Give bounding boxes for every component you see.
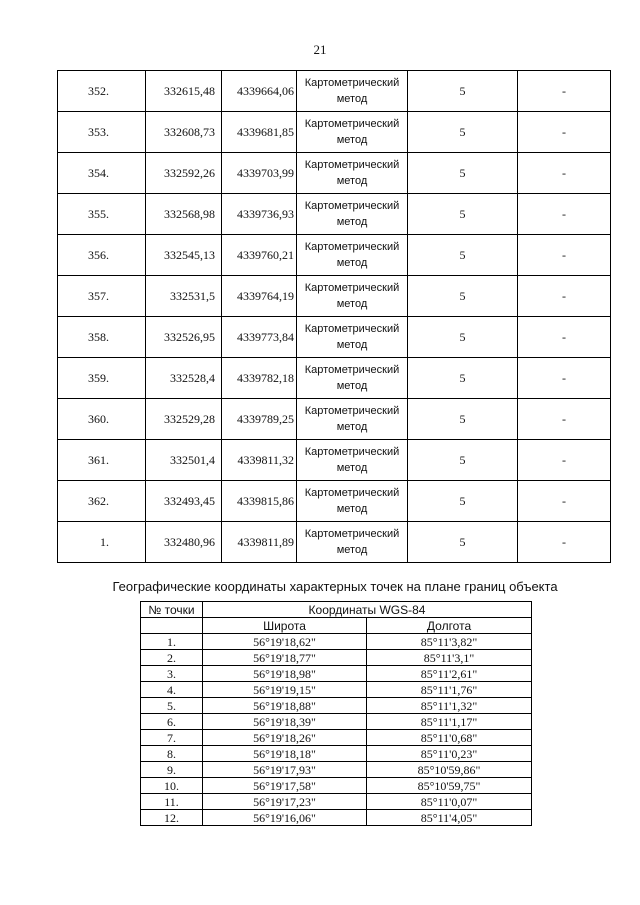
point-number: 1. — [58, 522, 146, 563]
coord-y: 4339811,89 — [222, 522, 297, 563]
point-number: 354. — [58, 153, 146, 194]
point-number: 362. — [58, 481, 146, 522]
method-line-1: Картометрический — [304, 446, 400, 458]
header-empty-cell — [141, 618, 203, 634]
note: - — [518, 276, 611, 317]
method-line-1: Картометрический — [304, 323, 400, 335]
table-row — [58, 112, 611, 153]
table-row — [58, 276, 611, 317]
method-cell — [297, 522, 408, 563]
table-row — [58, 481, 611, 522]
coord-y: 4339764,19 — [222, 276, 297, 317]
geo-point-number: 7. — [141, 730, 203, 746]
coord-y: 4339681,85 — [222, 112, 297, 153]
coord-x: 332608,73 — [146, 112, 222, 153]
geo-point-number: 11. — [141, 794, 203, 810]
longitude: 85°10'59,86" — [367, 762, 532, 778]
accuracy: 5 — [408, 317, 518, 358]
geo-point-number: 9. — [141, 762, 203, 778]
method-cell — [297, 71, 408, 112]
method-line-2: метод — [336, 544, 368, 556]
coord-y: 4339664,06 — [222, 71, 297, 112]
method-cell — [297, 194, 408, 235]
note: - — [518, 153, 611, 194]
header-latitude: Широта — [203, 618, 367, 634]
table-row — [141, 698, 532, 714]
coord-y: 4339760,21 — [222, 235, 297, 276]
accuracy: 5 — [408, 481, 518, 522]
method-cell — [297, 112, 408, 153]
coord-y: 4339773,84 — [222, 317, 297, 358]
geo-point-number: 4. — [141, 682, 203, 698]
note: - — [518, 399, 611, 440]
method-line-2: метод — [336, 175, 368, 187]
geo-subheader-row — [141, 618, 532, 634]
latitude: 56°19'17,23" — [203, 794, 367, 810]
method-line-2: метод — [336, 462, 368, 474]
table-row — [141, 810, 532, 826]
note: - — [518, 317, 611, 358]
method-line-1: Картометрический — [304, 159, 400, 171]
geo-header-row — [141, 602, 532, 618]
note: - — [518, 235, 611, 276]
method-line-1: Картометрический — [304, 364, 400, 376]
table-row — [58, 358, 611, 399]
latitude: 56°19'18,18" — [203, 746, 367, 762]
latitude: 56°19'18,98" — [203, 666, 367, 682]
longitude: 85°11'3,82" — [367, 634, 532, 650]
method-line-1: Картометрический — [304, 77, 400, 89]
table-row — [58, 317, 611, 358]
table-row — [141, 778, 532, 794]
point-number: 358. — [58, 317, 146, 358]
coord-y: 4339703,99 — [222, 153, 297, 194]
longitude: 85°11'0,07" — [367, 794, 532, 810]
geo-point-number: 10. — [141, 778, 203, 794]
coord-y: 4339782,18 — [222, 358, 297, 399]
geo-point-number: 5. — [141, 698, 203, 714]
latitude: 56°19'18,77" — [203, 650, 367, 666]
method-line-2: метод — [336, 216, 368, 228]
latitude: 56°19'16,06" — [203, 810, 367, 826]
table-row — [141, 682, 532, 698]
table-row — [58, 399, 611, 440]
coord-y: 4339736,93 — [222, 194, 297, 235]
point-number: 355. — [58, 194, 146, 235]
longitude: 85°11'1,17" — [367, 714, 532, 730]
longitude: 85°11'0,68" — [367, 730, 532, 746]
latitude: 56°19'18,39" — [203, 714, 367, 730]
method-cell — [297, 317, 408, 358]
coord-x: 332615,48 — [146, 71, 222, 112]
table-row — [58, 522, 611, 563]
method-line-1: Картометрический — [304, 118, 400, 130]
method-line-1: Картометрический — [304, 241, 400, 253]
points-table-body — [58, 71, 611, 563]
note: - — [518, 112, 611, 153]
table-row — [141, 730, 532, 746]
method-cell — [297, 235, 408, 276]
note: - — [518, 522, 611, 563]
method-line-1: Картометрический — [304, 282, 400, 294]
table-row — [141, 666, 532, 682]
longitude: 85°11'4,05" — [367, 810, 532, 826]
coord-y: 4339815,86 — [222, 481, 297, 522]
accuracy: 5 — [408, 194, 518, 235]
coord-x: 332545,13 — [146, 235, 222, 276]
header-point-number: № точки — [141, 602, 203, 618]
points-table — [57, 70, 611, 563]
geo-point-number: 12. — [141, 810, 203, 826]
method-line-1: Картометрический — [304, 528, 400, 540]
method-line-1: Картометрический — [304, 200, 400, 212]
point-number: 359. — [58, 358, 146, 399]
coord-x: 332526,95 — [146, 317, 222, 358]
note: - — [518, 358, 611, 399]
point-number: 357. — [58, 276, 146, 317]
method-line-2: метод — [336, 503, 368, 515]
method-cell — [297, 276, 408, 317]
accuracy: 5 — [408, 399, 518, 440]
longitude: 85°11'1,32" — [367, 698, 532, 714]
coord-x: 332480,96 — [146, 522, 222, 563]
table-row — [141, 714, 532, 730]
method-line-2: метод — [336, 257, 368, 269]
geo-point-number: 6. — [141, 714, 203, 730]
note: - — [518, 71, 611, 112]
accuracy: 5 — [408, 153, 518, 194]
note: - — [518, 194, 611, 235]
method-line-2: метод — [336, 421, 368, 433]
point-number: 356. — [58, 235, 146, 276]
table-row — [141, 762, 532, 778]
geo-table-title: Географические координаты характерных точек на плане границ объекта — [112, 579, 558, 594]
coord-x: 332493,45 — [146, 481, 222, 522]
table-row — [141, 794, 532, 810]
method-line-2: метод — [336, 298, 368, 310]
table-row — [58, 71, 611, 112]
latitude: 56°19'18,26" — [203, 730, 367, 746]
geo-point-number: 2. — [141, 650, 203, 666]
method-line-2: метод — [336, 134, 368, 146]
accuracy: 5 — [408, 440, 518, 481]
method-line-1: Картометрический — [304, 487, 400, 499]
coord-x: 332568,98 — [146, 194, 222, 235]
longitude: 85°11'0,23" — [367, 746, 532, 762]
point-number: 360. — [58, 399, 146, 440]
table-row — [141, 634, 532, 650]
geo-point-number: 8. — [141, 746, 203, 762]
point-number: 353. — [58, 112, 146, 153]
longitude: 85°11'3,1" — [367, 650, 532, 666]
table-row — [58, 235, 611, 276]
method-cell — [297, 153, 408, 194]
latitude: 56°19'17,93" — [203, 762, 367, 778]
header-coordinates: Координаты WGS-84 — [203, 602, 532, 618]
accuracy: 5 — [408, 112, 518, 153]
accuracy: 5 — [408, 276, 518, 317]
geo-table-body — [141, 602, 532, 826]
longitude: 85°11'2,61" — [367, 666, 532, 682]
coord-x: 332529,28 — [146, 399, 222, 440]
latitude: 56°19'18,88" — [203, 698, 367, 714]
coord-y: 4339789,25 — [222, 399, 297, 440]
coord-x: 332501,4 — [146, 440, 222, 481]
accuracy: 5 — [408, 71, 518, 112]
longitude: 85°10'59,75" — [367, 778, 532, 794]
coord-y: 4339811,32 — [222, 440, 297, 481]
accuracy: 5 — [408, 358, 518, 399]
coord-x: 332592,26 — [146, 153, 222, 194]
note: - — [518, 481, 611, 522]
geo-coordinates-table — [140, 601, 532, 826]
method-line-2: метод — [336, 93, 368, 105]
method-line-2: метод — [336, 339, 368, 351]
table-row — [141, 746, 532, 762]
point-number: 361. — [58, 440, 146, 481]
accuracy: 5 — [408, 235, 518, 276]
header-longitude: Долгота — [367, 618, 532, 634]
note: - — [518, 440, 611, 481]
geo-point-number: 1. — [141, 634, 203, 650]
method-cell — [297, 440, 408, 481]
method-cell — [297, 481, 408, 522]
longitude: 85°11'1,76" — [367, 682, 532, 698]
method-cell — [297, 399, 408, 440]
latitude: 56°19'18,62" — [203, 634, 367, 650]
table-row — [58, 440, 611, 481]
geo-point-number: 3. — [141, 666, 203, 682]
table-row — [58, 153, 611, 194]
point-number: 352. — [58, 71, 146, 112]
method-cell — [297, 358, 408, 399]
latitude: 56°19'17,58" — [203, 778, 367, 794]
method-line-2: метод — [336, 380, 368, 392]
latitude: 56°19'19,15" — [203, 682, 367, 698]
page-number: 21 — [313, 42, 327, 57]
table-row — [58, 194, 611, 235]
coord-x: 332531,5 — [146, 276, 222, 317]
table-row — [141, 650, 532, 666]
coord-x: 332528,4 — [146, 358, 222, 399]
method-line-1: Картометрический — [304, 405, 400, 417]
accuracy: 5 — [408, 522, 518, 563]
